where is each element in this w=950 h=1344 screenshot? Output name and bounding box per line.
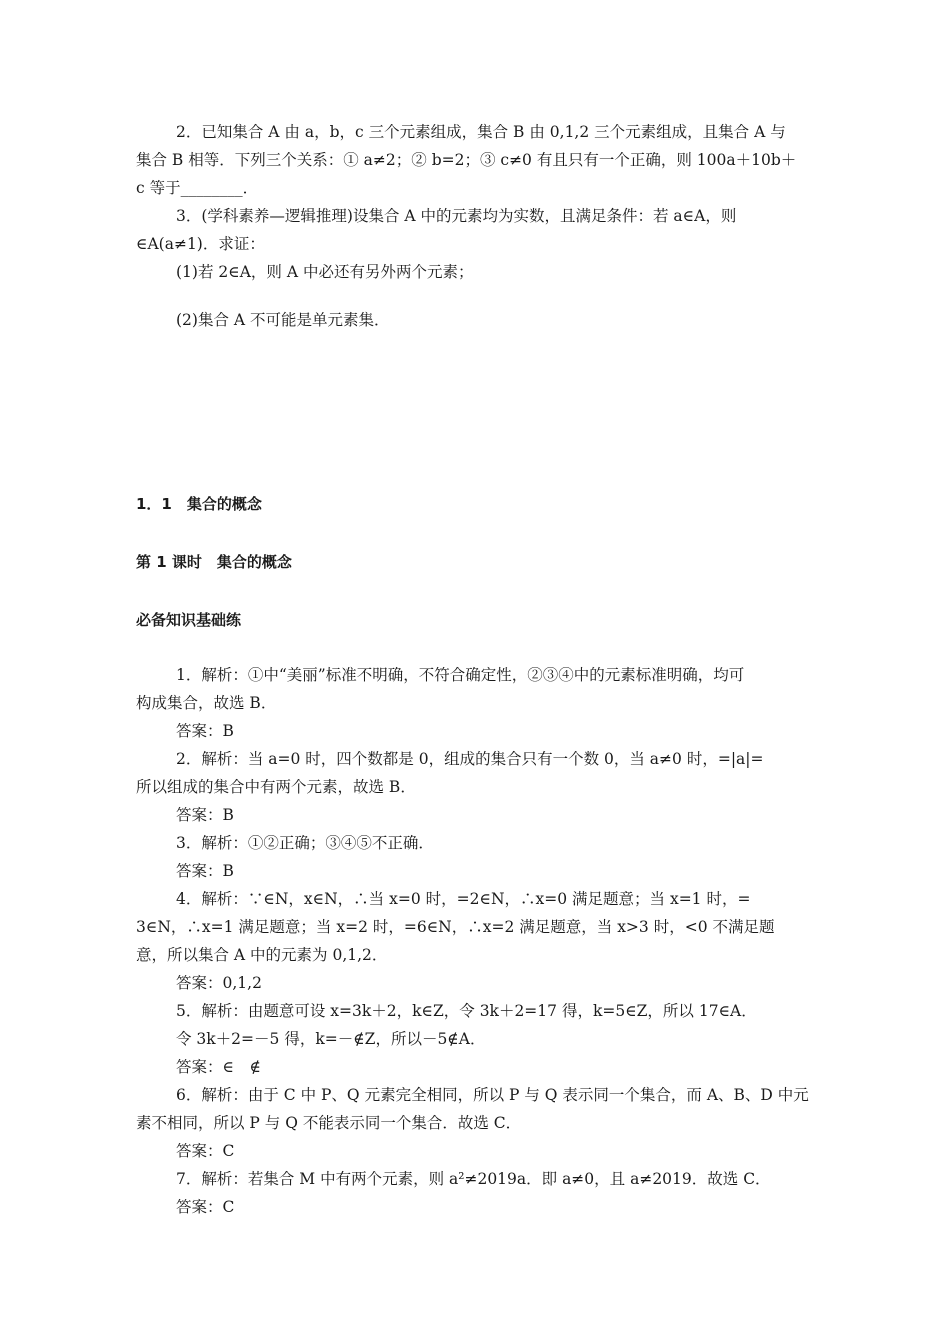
solution-line: 构成集合，故选 B． [136,694,277,712]
solution-line: 3．解析：①②正确；③④⑤不正确． [176,834,434,852]
lesson-heading: 第 1 课时 集合的概念 [136,553,292,571]
problem-3-part-2: (2)集合 A 不可能是单元素集． [176,311,390,329]
solution-line: 所以组成的集合中有两个元素，故选 B． [136,778,416,796]
problem-2-line-3: c 等于________． [136,179,259,197]
answer-line: 答案：0,1,2 [176,974,262,992]
answer-line: 答案：B [176,722,234,740]
problem-3-part-1: (1)若 2∈A，则 A 中必还有另外两个元素； [176,263,474,281]
problem-3-line-2: ∈A(a≠1)．求证： [136,235,265,253]
solution-line: 1．解析：①中“美丽”标准不明确，不符合确定性，②③④中的元素标准明确，均可 [176,666,745,684]
part-heading: 必备知识基础练 [136,611,242,629]
solution-line: 意，所以集合 A 中的元素为 0,1,2． [136,946,388,964]
answer-line: 答案：C [176,1142,235,1160]
solution-line: 5．解析：由题意可设 x=3k＋2，k∈Z，令 3k＋2=17 得，k=5∈Z，所以 17∈A． [176,1002,757,1020]
solution-line: 素不相同，所以 P 与 Q 不能表示同一个集合．故选 C． [136,1114,522,1132]
solution-line: 4．解析：∵∈N，x∈N，∴当 x=0 时，=2∈N，∴x=0 满足题意；当 x=1 时，= [176,890,751,908]
answer-line: 答案：B [176,806,234,824]
solution-line: 3∈N，∴x=1 满足题意；当 x=2 时，=6∈N，∴x=2 满足题意，当 x>3 时，<0 不满足题 [136,918,775,936]
problem-3-line-1: 3．(学科素养—逻辑推理)设集合 A 中的元素均为实数，且满足条件：若 a∈A，则 [176,207,737,225]
answer-line: 答案：∈ ∉ [176,1058,261,1076]
solution-line: 2．解析：当 a=0 时，四个数都是 0，组成的集合只有一个数 0，当 a≠0 时，=|a|= [176,750,764,768]
problem-2-line-1: 2．已知集合 A 由 a，b，c 三个元素组成，集合 B 由 0,1,2 三个元素组成，且集合 A 与 [176,123,786,141]
section-heading: 1．1 集合的概念 [136,495,262,513]
problem-2-line-2: 集合 B 相等．下列三个关系：① a≠2；② b=2；③ c≠0 有且只有一个正确，则 100a＋10b＋ [136,151,797,169]
answer-line: 答案：C [176,1198,235,1216]
solution-line: 令 3k＋2=－5 得，k=－∉Z，所以－5∉A． [176,1030,486,1048]
solution-line: 6．解析：由于 C 中 P、Q 元素完全相同，所以 P 与 Q 表示同一个集合，而 A、B、D 中元 [176,1086,809,1104]
answer-line: 答案：B [176,862,234,880]
solution-line: 7．解析：若集合 M 中有两个元素，则 a²≠2019a．即 a≠0，且 a≠2019．故选 C． [176,1170,771,1188]
